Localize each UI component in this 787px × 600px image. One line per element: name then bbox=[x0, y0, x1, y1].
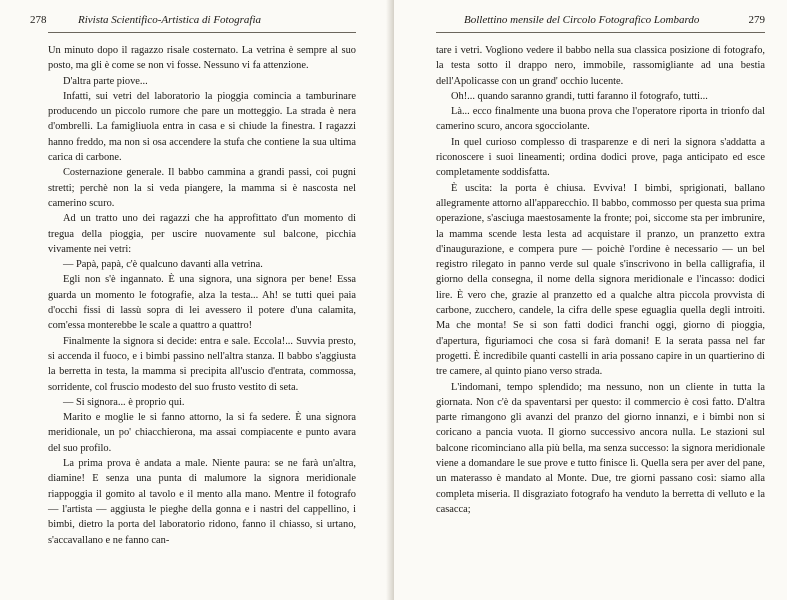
right-page-header bbox=[436, 14, 765, 32]
paragraph: Oh!... quando saranno grandi, tutti faranno il fotografo, tutti... bbox=[451, 90, 708, 102]
page-number: 278 bbox=[30, 14, 47, 26]
paragraph: — Papà, papà, c'è qualcuno davanti alla vetrina. bbox=[63, 259, 263, 271]
running-title: Rivista Scientifico-Artistica di Fotografia bbox=[78, 14, 262, 26]
left-page-body bbox=[48, 43, 356, 548]
paragraph: Un minuto dopo il ragazzo risale costernato. La vetrina è sempre al suo posto, ma gli è come se non vi fosse. Nessuno vi fa attenzione. bbox=[48, 45, 356, 72]
paragraph: Marito e moglie le si fanno attorno, la si fa sedere. È una signora meridionale, un po' chiacchierona, ma assai compiacente e punto avara del suo profilo. bbox=[48, 412, 356, 454]
left-page-header bbox=[30, 14, 356, 32]
paragraph: Egli non s'è ingannato. È una signora, una signora per bene! Essa guarda un momento le fotografie, alza la testa... Ah! se tutti quei paia d'occhi fissi di lassù sopra di lei avessero il potere d'una calamita, com'essa monterebbe le scale a quattro a quattro! bbox=[48, 274, 356, 332]
header-rule bbox=[48, 32, 356, 33]
paragraph: Là... ecco finalmente una buona prova che l'operatore riporta in trionfo dal camerino scuro, ancora sgocciolante. bbox=[436, 106, 765, 133]
paragraph: Ad un tratto uno dei ragazzi che ha approfittato d'un momento di tregua della pioggia, per uscire nuovamente sul balcone, picchia vivamente nei vetri: bbox=[48, 213, 356, 255]
right-page bbox=[394, 0, 787, 600]
paragraph: D'altra parte piove... bbox=[63, 75, 148, 87]
paragraph: La prima prova è andata a male. Niente paura: se ne farà un'altra, diamine! E senza una punta di malumore la signora meridionale riappoggia il gomito al tavolo e il mento alla mano. Mentre il fotografo — l'artista — aggiusta le pieghe della gonna e i nastri del cappellino, i bimbi, dietro la porta del laboratorio ridono, fanno il chiasso, si urtano, s'accavallano e ne fanno can- bbox=[48, 458, 356, 546]
paragraph: Infatti, sui vetri del laboratorio la pioggia comincia a tamburinare producendo un piccolo rumore che pare un motteggio. La strada è nera d'ombrelli. La famigliuola entra in casa e si chiude la finestra. I ragazzi hanno freddo, ma non si osa accendere la stufa che contiene la sua ultima carica di carbone. bbox=[48, 90, 356, 164]
paragraph: L'indomani, tempo splendido; ma nessuno, non un cliente in tutta la giornata. Non c'è da spaventarsi per questo: il commercio è così fatto. D'altra parte rimangono gli avanzi del pranzo del giorno innanzi, e i bimbi non si coricano a pancia vuota. Il giorno successivo ancora nulla. Le stazioni sul balcone ricominciano alla più bella, ma senza successo: la signora meridionale viene a domandare le sue prove e tutto finisce lì. Quella sera per aver del pane, un materasso è mandato al Monte. Due, tre giorni passano così: siamo alla completa miseria. Il disgraziato fotografo ha venduto la berretta di velluto e la casacca; bbox=[436, 381, 765, 515]
paragraph: tare i vetri. Vogliono vedere il babbo nella sua classica posizione di fotografo, la testa sotto il drappo nero, immobile, rassomigliante ad una bestia dell'Apolicasse con un grand' occhio lucente. bbox=[436, 45, 765, 87]
page-number: 279 bbox=[748, 14, 765, 26]
paragraph: In quel curioso complesso di trasparenze e di neri la signora s'addatta a riconoscere i suoi lineamenti; ordina dodici prove, paga anticipato ed esce completamente soddisfatta. bbox=[436, 136, 765, 179]
paragraph: — Si signora... è proprio qui. bbox=[63, 396, 185, 408]
paragraph: È uscita: la porta è chiusa. Evviva! I bimbi, sprigionati, ballano allegramente attorno all'apparecchio. Il babbo, commosso per questa sua prima operazione, s'asciuga maestosamente la fronte; poi, siccome sta per imbrunire, la mamma scende lesta lesta ad acquistare il pranzo, un pranzetto extra d'inaugurazione, e compera pure — poichè l'ordine è necessario — un bel registro rilegato in panno verde sul quale s'inscrivono in bella calligrafia, il giorno della consegna, il nome della signora meridionale e l'incasso: dodici lire. È vero che, grazie al pranzetto ed a qualche altra piccola provvista di carbone, zucchero, candele, la cifra delle spese eguaglia quella degli introiti. Ma che monta! Se si son fatti dodici franchi oggi, giorno di pioggia, d'apertura, figuriamoci che cosa si farà domani! E la serata passa nel far progetti. È incredibile quanti castelli in aria possano capire in un quartierino di tre camere, al quinto piano verso strada. bbox=[436, 182, 765, 378]
running-title: Bollettino mensile del Circolo Fotografico Lombardo bbox=[464, 14, 700, 26]
paragraph: Finalmente la signora si decide: entra e sale. Eccola!... Suvvia presto, si accenda il fuoco, e i bimbi passino nell'altra stanza. Il babbo s'aggiusta la berretta in testa, la mamma si precipita all'uscio d'entrata, commossa, sorridente, col fruscio modesto del suo frusto vestito di seta. bbox=[48, 335, 356, 393]
paragraph: Costernazione generale. Il babbo cammina a grandi passi, coi pugni stretti; perchè non la si veda piangere, la mamma si è nascosta nel camerino scuro. bbox=[48, 167, 356, 209]
right-page-body bbox=[436, 43, 765, 517]
header-rule bbox=[436, 32, 765, 33]
